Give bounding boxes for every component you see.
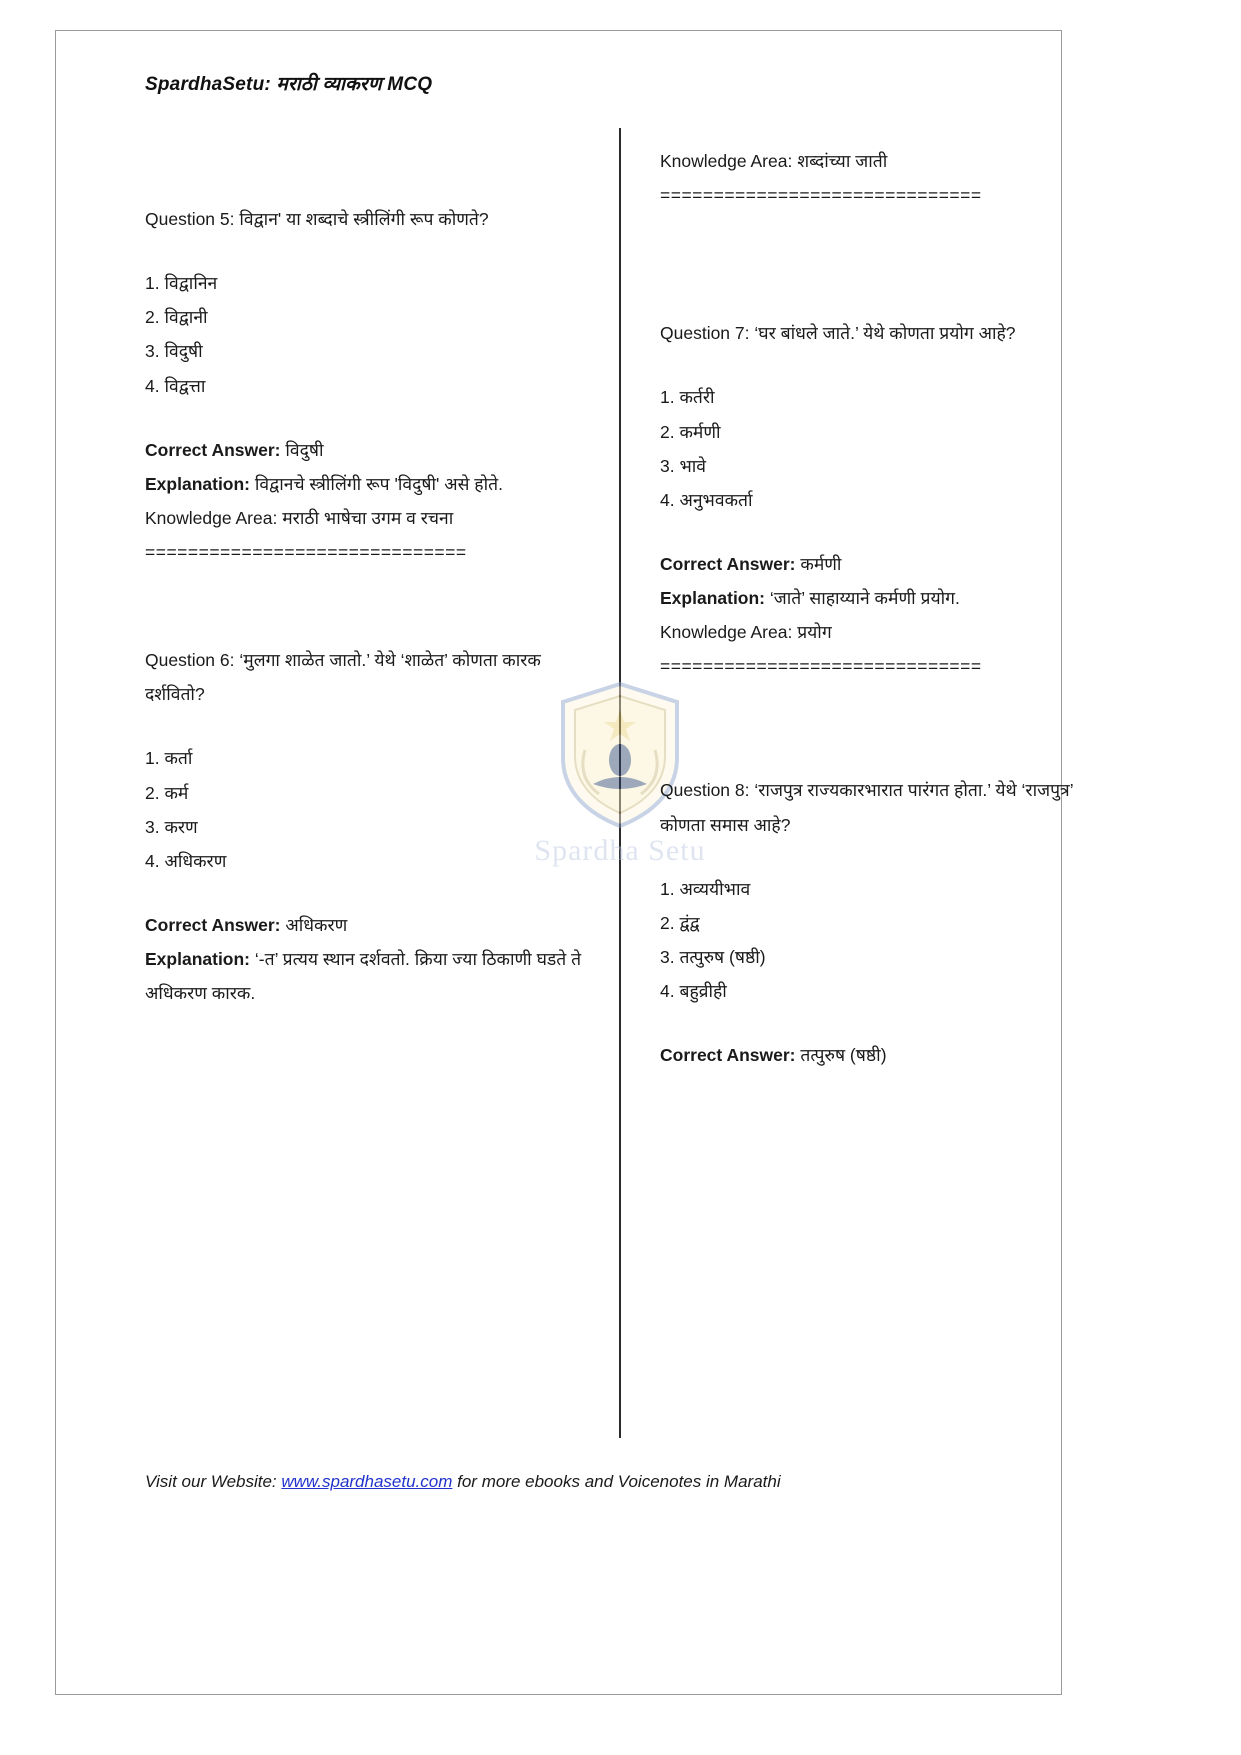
- option-item[interactable]: 3. विदुषी: [145, 341, 203, 362]
- question-text: Question 7: ‘घर बांधले जाते.’ येथे कोणता प्रयोग आहे?: [660, 323, 1016, 344]
- right-column: [660, 128, 1110, 1072]
- knowledge-area-label: Knowledge Area:: [660, 622, 793, 643]
- option-item[interactable]: 1. अव्ययीभाव: [660, 878, 751, 899]
- correct-answer-line: [145, 908, 585, 942]
- option-item[interactable]: 4. विद्वत्ता: [145, 375, 206, 396]
- question-text: Question 5: विद्वान' या शब्दाचे स्त्रीलिंगी रूप कोणते?: [145, 209, 489, 229]
- option-item[interactable]: 3. तत्पुरुष (षष्ठी): [660, 946, 766, 967]
- correct-answer-line: [660, 547, 1110, 581]
- correct-answer-label: Correct Answer:: [145, 914, 281, 935]
- option-item[interactable]: 2. द्वंद्व: [660, 912, 700, 933]
- option-item[interactable]: 2. विद्वानी: [145, 307, 208, 328]
- correct-answer-label: Correct Answer:: [660, 553, 796, 574]
- explanation-line: [145, 942, 585, 1010]
- knowledge-area-line: [660, 615, 1110, 649]
- question-text: Question 6: ‘मुलगा शाळेत जातो.’ येथे ‘शाळेत’ कोणता कारक दर्शवितो?: [145, 650, 541, 705]
- knowledge-area-line: [145, 501, 585, 535]
- page-footer: [145, 1472, 1005, 1492]
- correct-answer-label: Correct Answer:: [145, 439, 281, 460]
- page-header: [145, 70, 965, 96]
- knowledge-area-value: शब्दांच्या जाती: [797, 151, 888, 171]
- option-item[interactable]: 1. विद्वानिन: [145, 273, 218, 294]
- question-block-6: [145, 643, 585, 1010]
- option-item[interactable]: 1. कर्ता: [145, 748, 193, 769]
- correct-answer-value: अधिकरण: [285, 914, 348, 935]
- explanation-label: Explanation:: [145, 473, 251, 494]
- knowledge-area-line: [660, 144, 1110, 178]
- option-item[interactable]: 1. कर्तरी: [660, 387, 715, 408]
- correct-answer-label: Correct Answer:: [660, 1045, 796, 1066]
- knowledge-area-value: प्रयोग: [797, 622, 832, 643]
- correct-answer-value: विदुषी: [285, 439, 324, 460]
- explanation-line: [660, 581, 1110, 615]
- explanation-label: Explanation:: [145, 949, 251, 969]
- correct-answer-line: [660, 1038, 1110, 1072]
- header-title: मराठी व्याकरण MCQ: [270, 74, 433, 95]
- question-block-5: [145, 202, 585, 569]
- explanation-value: ‘जाते’ साहाय्याने कर्मणी प्रयोग.: [769, 588, 960, 608]
- option-item[interactable]: 4. बहुव्रीही: [660, 981, 727, 1001]
- section-separator: ==============================: [660, 185, 982, 206]
- option-item[interactable]: 4. अधिकरण: [145, 850, 227, 871]
- knowledge-area-block-top: [660, 144, 1110, 212]
- explanation-label: Explanation:: [660, 588, 766, 608]
- question-block-8: [660, 773, 1110, 1072]
- header-brand: SpardhaSetu:: [145, 74, 271, 95]
- footer-suffix: for more ebooks and Voicenotes in Marathi: [452, 1472, 781, 1491]
- knowledge-area-label: Knowledge Area:: [660, 151, 793, 171]
- column-divider: [619, 128, 621, 1438]
- correct-answer-line: [145, 433, 585, 467]
- section-separator: ==============================: [145, 542, 467, 562]
- explanation-value: विद्वानचे स्त्रीलिंगी रूप 'विदुषी' असे होते.: [254, 473, 503, 494]
- website-link[interactable]: www.spardhasetu.com: [281, 1472, 453, 1491]
- explanation-line: [145, 467, 585, 501]
- question-block-7: [660, 316, 1110, 683]
- option-item[interactable]: 2. कर्म: [145, 782, 189, 803]
- section-separator: ==============================: [660, 656, 982, 677]
- option-item[interactable]: 4. अनुभवकर्ता: [660, 489, 753, 510]
- question-text: Question 8: ‘राजपुत्र राज्यकारभारात पारंगत होता.’ येथे ‘राजपुत्र’ कोणता समास आहे?: [660, 780, 1074, 835]
- knowledge-area-value: मराठी भाषेचा उगम व रचना: [282, 507, 454, 528]
- option-item[interactable]: 3. करण: [145, 816, 198, 837]
- correct-answer-value: कर्मणी: [800, 553, 842, 574]
- correct-answer-value: तत्पुरुष (षष्ठी): [800, 1045, 887, 1066]
- footer-prefix: Visit our Website:: [145, 1472, 282, 1491]
- left-column: [145, 128, 585, 1010]
- option-item[interactable]: 2. कर्मणी: [660, 421, 721, 442]
- watermark-text: Spardha Setu: [534, 834, 706, 867]
- explanation-value: ‘-त’ प्रत्यय स्थान दर्शवतो. क्रिया ज्या ठिकाणी घडते ते अधिकरण कारक.: [145, 949, 582, 1004]
- knowledge-area-label: Knowledge Area:: [145, 507, 278, 528]
- option-item[interactable]: 3. भावे: [660, 455, 707, 476]
